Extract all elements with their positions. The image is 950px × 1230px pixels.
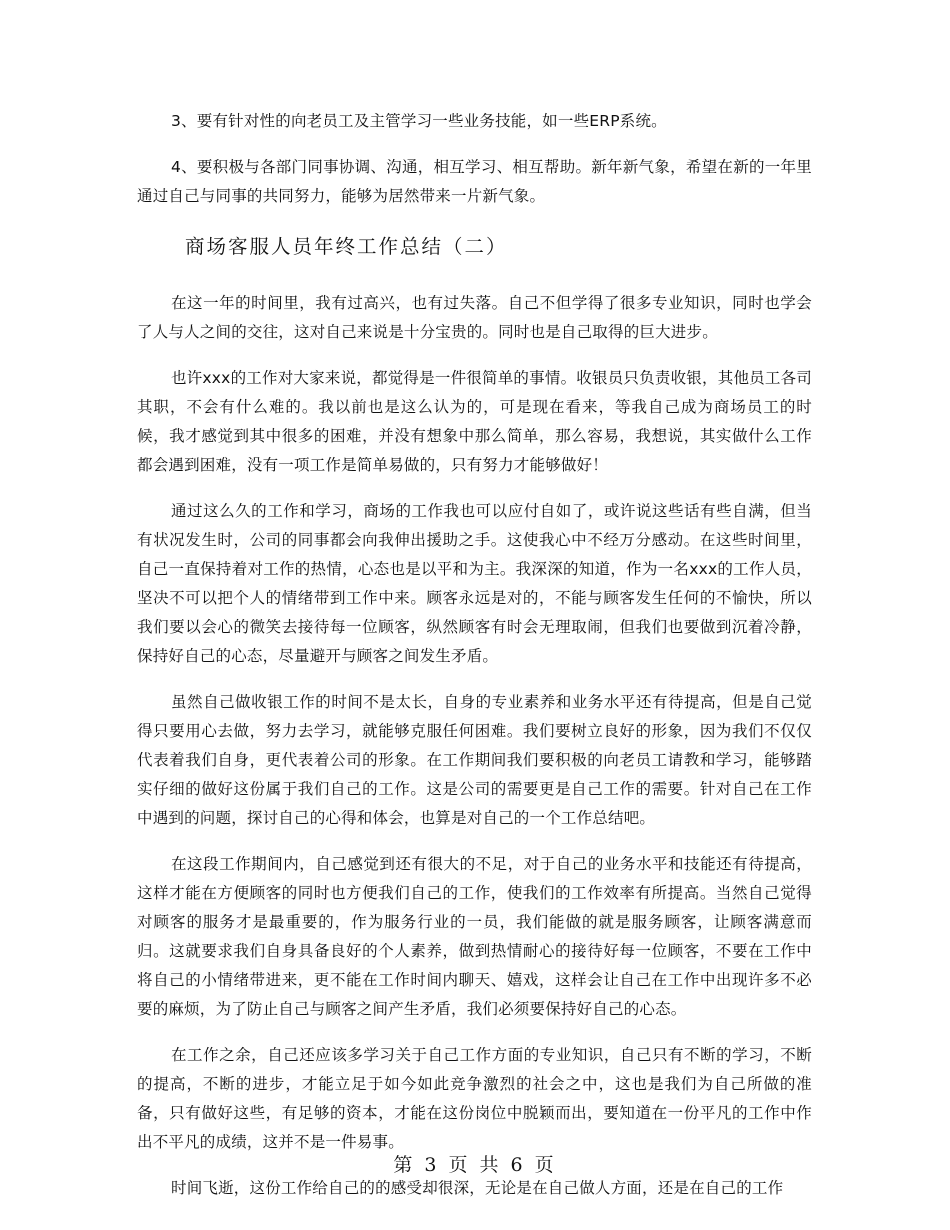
section-heading: 商场客服人员年终工作总结（二） <box>185 235 508 258</box>
paragraph: 通过这么久的工作和学习，商场的工作我也可以应付自如了，或许说这些话有些自满，但当有状况发生时，公司的同事都会向我伸出援助之手。这使我心中不经万分感动。在这些时间里，自己一直保持着对工作的热情，心态也是以平和为主。我深深的知道，作为一名xxx的工作人员，坚决不可以把个人的情绪带到工作中来。顾客永远是对的，不能与顾客发生任何的不愉快，所以我们要以会心的微笑去接待每一位顾客，纵然顾客有时会无理取闹，但我们也要做到沉着冷静，保持好自己的心态，尽量避开与顾客之间发生矛盾。 <box>137 502 812 665</box>
paragraph-continued: 时间飞逝，这份工作给自己的的感受却很深，无论是在自己做人方面，还是在自己的工作 <box>171 1179 784 1197</box>
page-number-footer: 第 3 页 共 6 页 <box>393 1154 557 1176</box>
paragraph: 在这一年的时间里，我有过高兴，也有过失落。自己不但学得了很多专业知识，同时也学会了人与人之间的交往，这对自己来说是十分宝贵的。同时也是自己取得的巨大进步。 <box>137 294 812 341</box>
paragraph-item-4: 4、要积极与各部门同事协调、沟通，相互学习、相互帮助。新年新气象，希望在新的一年里通过自己与同事的共同努力，能够为居然带来一片新气象。 <box>137 158 812 205</box>
paragraph: 虽然自己做收银工作的时间不是太长，自身的专业素养和业务水平还有待提高，但是自己觉得只要用心去做，努力去学习，就能够克服任何困难。我们要树立良好的形象，因为我们不仅仅代表着我们自身，更代表着公司的形象。在工作期间我们要积极的向老员工请教和学习，能够踏实仔细的做好这份属于我们自己的工作。这是公司的需要更是自己工作的需要。针对自己在工作中遇到的问题，探讨自己的心得和体会，也算是对自己的一个工作总结吧。 <box>137 693 812 827</box>
document-body <box>137 107 812 1220</box>
paragraph: 也许xxx的工作对大家来说，都觉得是一件很简单的事情。收银员只负责收银，其他员工各司其职，不会有什么难的。我以前也是这么认为的，可是现在看来，等我自己成为商场员工的时候，我才感觉到其中很多的困难，并没有想象中那么简单，那么容易，我想说，其实做什么工作都会遇到困难，没有一项工作是简单易做的，只有努力才能够做好！ <box>137 369 812 474</box>
paragraph: 在工作之余，自己还应该多学习关于自己工作方面的专业知识，自己只有不断的学习，不断的提高，不断的进步，才能立足于如今如此竞争激烈的社会之中，这也是我们为自己所做的准备，只有做好这些，有足够的资本，才能在这份岗位中脱颖而出，要知道在一份平凡的工作中作出不平凡的成绩，这并不是一件易事。 <box>137 1046 812 1151</box>
paragraph-item-3: 3、要有针对性的向老员工及主管学习一些业务技能，如一些ERP系统。 <box>171 112 667 130</box>
paragraph: 在这段工作期间内，自己感觉到还有很大的不足，对于自己的业务水平和技能还有待提高，这样才能在方便顾客的同时也方便我们自己的工作，使我们的工作效率有所提高。当然自己觉得对顾客的服务才是最重要的，作为服务行业的一员，我们能做的就是服务顾客，让顾客满意而归。这就要求我们自身具备良好的个人素养，做到热情耐心的接待好每一位顾客，不要在工作中将自己的小情绪带进来，更不能在工作时间内聊天、嬉戏，这样会让自己在工作中出现许多不必要的麻烦，为了防止自己与顾客之间产生矛盾，我们必须要保持好自己的心态。 <box>137 855 812 1018</box>
